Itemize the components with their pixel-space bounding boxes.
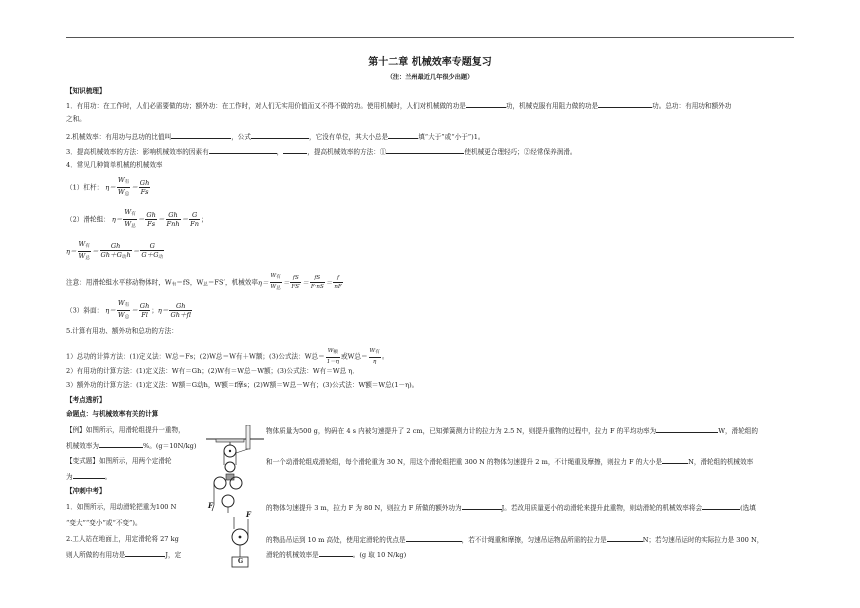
q2-text-e: 则人所做的有用功是 — [66, 551, 126, 559]
p2-text-c: ，它没有单位，其大小总是 — [308, 133, 389, 141]
var-blank-1[interactable] — [662, 457, 688, 464]
pulley-figures — [206, 425, 266, 570]
q1-blank-1[interactable] — [462, 503, 502, 510]
topic-heading: 命题点：与机械效率有关的计算 — [66, 410, 159, 418]
header-rule — [66, 37, 794, 38]
paragraph-5: 5.计算有用功、额外功和总功的方法： — [66, 327, 178, 335]
ex-blank-1[interactable] — [656, 426, 718, 433]
paragraph-3 — [66, 147, 576, 156]
p2-blank-1[interactable] — [171, 132, 231, 139]
paragraph-5-3: 3）额外功的计算方法：(1)定义法：W额＝G动h，W额＝f摩s；(2)W额＝W总－W有；(3)公式法：W额＝W总(1－η)。 — [66, 381, 419, 389]
paragraph-1 — [66, 101, 731, 110]
ex-text-d: 机械效率为 — [66, 442, 99, 450]
section-sprint-heading: 【冲刺中考】 — [66, 487, 106, 495]
p3-text-c: ，提高机械效率的方法：① — [307, 148, 387, 156]
variant-line-1 — [66, 457, 172, 465]
q2-text-b: 的物品吊运到 10 m 高处，使用定滑轮的优点是 — [266, 536, 406, 544]
q2-line-1 — [66, 535, 179, 543]
ex-blank-2[interactable] — [99, 441, 143, 448]
note-text-c: ＝FS′，机械效率 — [207, 278, 258, 287]
paragraph-5-2: 2）有用功的计算方法：(1)定义法：W有＝Gh；(2)W有＝W总－W额；(3)公式法：W有＝W总 η． — [66, 367, 359, 375]
note-text-b: ＝fS，W — [176, 278, 204, 287]
q2-text-f: J，定 — [165, 551, 182, 559]
q1-text-a: 1．如图所示，用动滑轮把重为100 N — [66, 503, 177, 511]
p3-blank-3[interactable] — [386, 147, 464, 154]
formula-pulley-2: η＝ $\frac{W_有}{W_总}$ ＝ $\frac{Gh}{Gh+G_动h}$ ＝ $\frac{G}{G+G_动}$ — [66, 240, 164, 261]
q1-text-b: 的物体匀速提升 3 m，拉力 F 为 80 N，则拉力 F 所做的额外功为 — [266, 504, 462, 512]
example-line-1b — [266, 426, 758, 435]
q2-text-h: 。(g 取 10 N/kg) — [352, 551, 407, 559]
p2-text-b: ，公式 — [231, 133, 251, 141]
p2-text-d: 填“大于”或“小于”)1。 — [418, 133, 485, 141]
section-analysis-heading: 【考点透析】 — [66, 396, 106, 404]
formula-lever: （1）杠杆： η＝ $\frac{W_有}{W_总}$ ＝ $\frac{Gh}{Fs}$ — [66, 176, 150, 197]
paragraph-5-1: 1）总功的计算方法：(1)定义法：W总＝Fs；(2)W总＝W有＋W额；(3)公式法：W总＝ $\frac{W_额}{1-\eta}$ 或W总＝ $\frac{W_有}{\eta}$ 。 — [66, 348, 389, 365]
p3-text-d: 使机械更合理轻巧；②经常保养润滑。 — [464, 148, 577, 156]
q2-line-2b — [266, 550, 406, 559]
ex-text-c: W，滑轮组的 — [718, 427, 758, 435]
section-knowledge-heading: 【知识梳理】 — [66, 87, 106, 95]
q2-text-c: ，若不计绳重和摩擦，匀速吊运物品所需的拉力是 — [461, 536, 607, 544]
formula-incline: （3）斜面： η＝ $\frac{W_有}{W_总}$ ＝ $\frac{Gh}{Fl}$ ；η＝ $\frac{Gh}{Gh+fl}$ — [66, 299, 191, 320]
example-line-1 — [66, 426, 185, 434]
var-text-d: 为 — [66, 473, 73, 481]
p1-text-c: 功。总功：有用功和额外功 — [652, 102, 732, 110]
example-line-2 — [66, 441, 196, 450]
var-text-c: N，滑轮组的机械效率 — [688, 458, 754, 466]
q2-blank-4[interactable] — [319, 550, 353, 557]
p1-blank-1[interactable] — [466, 101, 506, 108]
p3-text-b: ， — [276, 148, 284, 156]
var-blank-2[interactable] — [73, 472, 105, 479]
pulley-block-figure — [206, 425, 264, 480]
q2-line-1b — [266, 535, 763, 544]
ex-text-e: %。(g＝10N/kg) — [142, 442, 197, 450]
p2-text-a: 2.机械效率：有用功与总功的比值叫 — [66, 133, 172, 141]
ex-text-b: 物体质量为500 g，钩码在 4 s 内被匀速提升了 2 cm，已知弹簧测力计的拉力为 2.5 N，则提升重物的过程中，拉力 F 的平均功率为 — [266, 427, 657, 435]
p3-text-a: 3．提高机械效率的方法：影响机械效率的因素有 — [66, 148, 209, 156]
pulley-label: （2）滑轮组： — [66, 215, 110, 224]
page-subtitle: （注：兰州最近几年很少出题） — [386, 74, 474, 81]
ex-text-a: 【例】如图所示，用滑轮组提升一重物， — [66, 426, 185, 434]
var-text-b: 和一个动滑轮组成滑轮组，每个滑轮重为 30 N，用这个滑轮组把重 300 N 的物体匀速提升 2 m，不计绳重及摩擦，则拉力 F 的大小是 — [266, 458, 663, 466]
q2-text-a: 2.工人站在地面上，用定滑轮将 27 kg — [66, 535, 179, 543]
p1-text-b: 功，机械克服有用阻力做的功是 — [505, 102, 599, 110]
q1-blank-2[interactable] — [702, 503, 740, 510]
q1-text-d: (选填 — [740, 504, 756, 512]
p3-blank-1[interactable] — [209, 147, 277, 154]
variant-line-2: 为 。 — [66, 473, 112, 481]
q2-text-d: N；若匀速吊运时的实际拉力是 300 N， — [642, 536, 764, 544]
p2-blank-3[interactable] — [388, 132, 418, 139]
incline-label: （3）斜面： — [66, 306, 104, 315]
q1-line-1 — [66, 503, 176, 511]
note-horizontal: 注意：用滑轮组水平移动物体时，$W_有=fS$，$W_总=FS'$，机械效率η＝ $\frac{W_有}{W_总}$ ＝ $\frac{fS}{FS'}$ ＝ $\frac{fS}{F\cdot nS}$ ＝ $\frac{f}{nF}$ — [66, 273, 342, 291]
q1-line-1b — [266, 503, 756, 512]
lever-label: （1）杠杆： — [66, 183, 104, 192]
q2-blank-2[interactable] — [607, 535, 643, 542]
q2-blank-3[interactable] — [125, 550, 165, 557]
page-title: 第十二章 机械效率专题复习 — [368, 57, 492, 68]
variant-line-1b — [266, 457, 753, 466]
p5-1-text-b: 或W总＝ — [340, 352, 368, 361]
q2-text-g: 滑轮的机械效率是 — [266, 551, 319, 559]
p1-text-a: 1．有用功：在工作时，人们必需要做的功；额外功：在工作时，对人们无实用价值而又不得不做的功。使用机械时，人们对机械做的功是 — [66, 102, 466, 110]
weight-label: G — [238, 558, 244, 565]
force-label-2: F — [246, 510, 251, 519]
p2-blank-2[interactable] — [251, 132, 309, 139]
paragraph-1-cont: 之和。 — [66, 115, 86, 123]
note-text-a: 注意：用滑轮组水平移动物体时，W — [66, 278, 172, 287]
force-label-1: F — [208, 501, 213, 510]
q2-blank-1[interactable] — [406, 535, 462, 542]
p3-blank-2[interactable] — [283, 147, 307, 154]
q1-line-2: “变大”“变小”或“不变”)。 — [66, 519, 142, 527]
q1-text-c: J。若改用质量更小的动滑轮来提升此重物，则动滑轮的机械效率将会 — [501, 504, 703, 512]
p5-1-text: 1）总功的计算方法：(1)定义法：W总＝Fs；(2)W总＝W有＋W额；(3)公式法：W总＝ — [66, 352, 325, 361]
q2-line-2 — [66, 550, 181, 559]
paragraph-2 — [66, 132, 485, 141]
formula-pulley: （2）滑轮组： η＝ $\frac{W_有}{W_总}$ ＝ $\frac{Gh}{Fs}$ ＝ $\frac{Gh}{\text{Fnh}}$ ＝ $\frac{G}{Fn}$ ； — [66, 208, 208, 229]
p1-blank-2[interactable] — [598, 101, 652, 108]
paragraph-4: 4．常见几种简单机械的机械效率 — [66, 161, 163, 169]
var-text-a: 【变式题】如图所示，用两个定滑轮 — [66, 457, 172, 465]
double-pulley-figure — [212, 477, 242, 513]
